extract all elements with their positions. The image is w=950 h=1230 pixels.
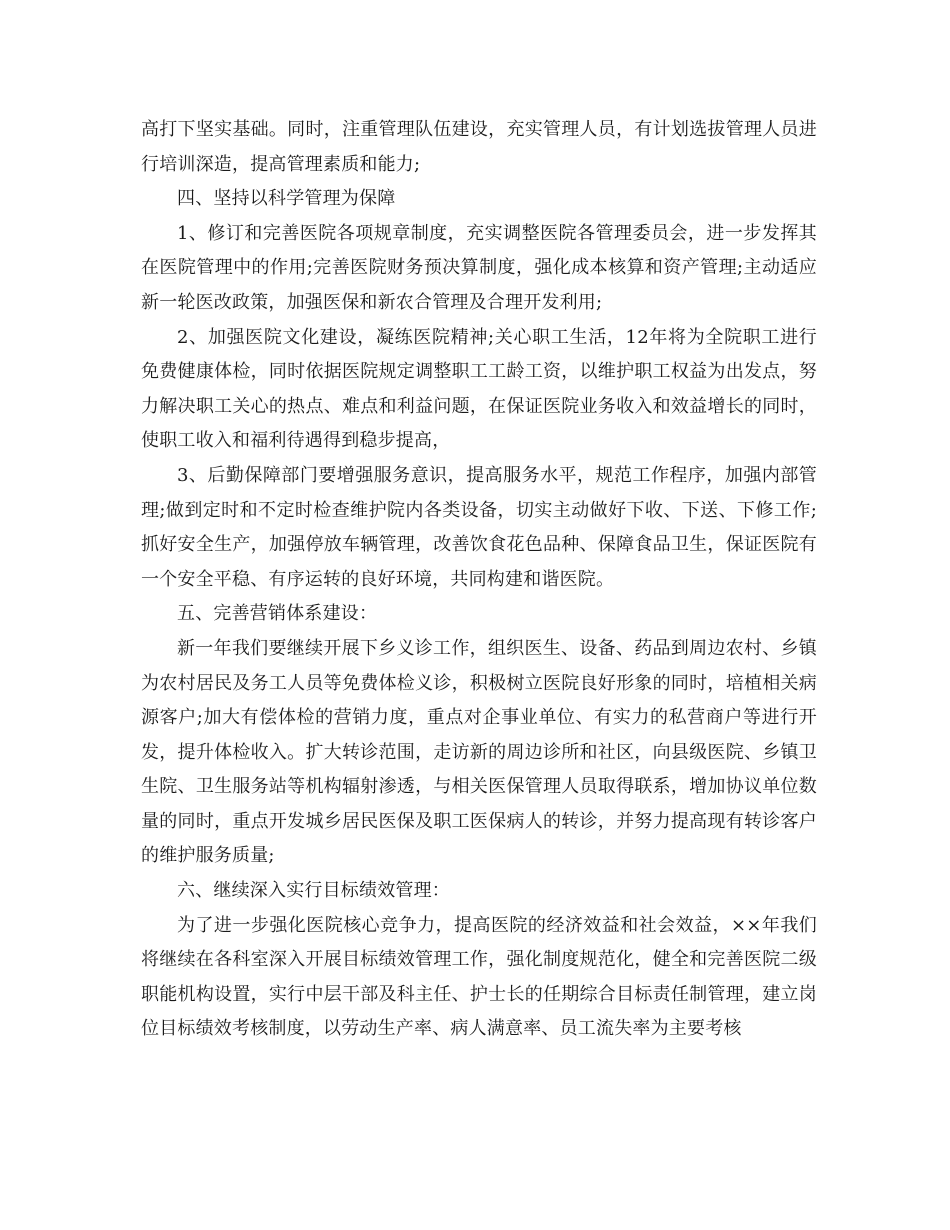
paragraph-continuation: 高打下坚实基础。同时，注重管理队伍建设，充实管理人员，有计划选拔管理人员进行培训深造，提高管理素质和能力; <box>141 119 817 175</box>
paragraph-item-2: 2、加强医院文化建设，凝练医院精神;关心职工生活，12年将为全院职工进行免费健康体检，同时依据医院规定调整职工工龄工资，以维护职工权益为出发点，努力解决职工关心的热点、难点和利益问题，在保证医院业务收入和效益增长的同时，使职工收入和福利待遇得到稳步提高， <box>141 326 817 452</box>
paragraph-item-3: 3、后勤保障部门要增强服务意识，提高服务水平，规范工作程序，加强内部管理;做到定时和不定时检查维护院内各类设备，切实主动做好下收、下送、下修工作;抓好安全生产，加强停放车辆管理，改善饮食花色品种、保障食品卫生，保证医院有一个安全平稳、有序运转的良好环境，共同构建和谐医院。 <box>141 464 817 590</box>
paragraph-marketing: 新一年我们要继续开展下乡义诊工作，组织医生、设备、药品到周边农村、乡镇为农村居民及务工人员等免费体检义诊，积极树立医院良好形象的同时，培植相关病源客户;加大有偿体检的营销力度，重点对企事业单位、有实力的私营商户等进行开发，提升体检收入。扩大转诊范围，走访新的周边诊所和社区，向县级医院、乡镇卫生院、卫生服务站等机构辐射渗透，与相关医保管理人员取得联系，增加协议单位数量的同时，重点开发城乡居民医保及职工医保病人的转诊，并努力提高现有转诊客户的维护服务质量; <box>141 637 817 867</box>
section-heading-5: 五、完善营销体系建设： <box>177 603 378 625</box>
section-heading-6: 六、继续深入实行目标绩效管理： <box>177 880 450 902</box>
document-body <box>141 113 817 1047</box>
section-heading-4: 四、坚持以科学管理为保障 <box>177 188 396 210</box>
paragraph-performance: 为了进一步强化医院核心竞争力，提高医院的经济效益和社会效益，××年我们将继续在各科室深入开展目标绩效管理工作，强化制度规范化，健全和完善医院二级职能机构设置，实行中层干部及科主任、护士长的任期综合目标责任制管理，建立岗位目标绩效考核制度，以劳动生产率、病人满意率、员工流失率为主要考核 <box>141 914 817 1040</box>
paragraph-item-1: 1、修订和完善医院各项规章制度，充实调整医院各管理委员会，进一步发挥其在医院管理中的作用;完善医院财务预决算制度，强化成本核算和资产管理;主动适应新一轮医改政策，加强医保和新农合管理及合理开发利用; <box>141 222 817 313</box>
